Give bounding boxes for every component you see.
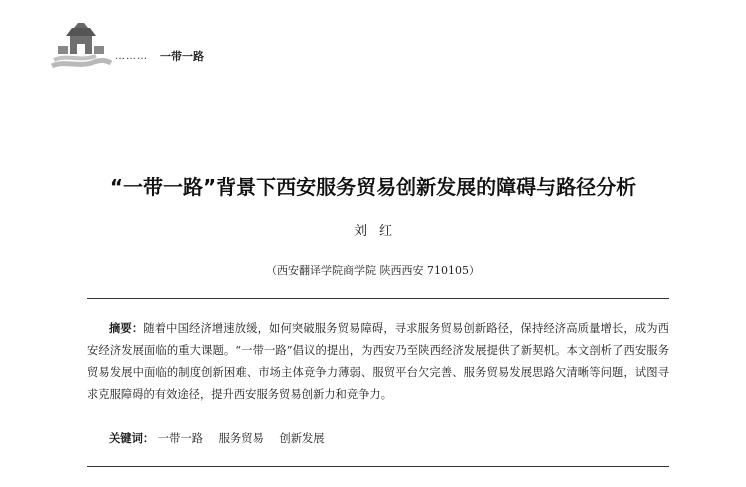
keyword-item: 创新发展 [279,432,325,445]
abstract [87,318,669,406]
keyword-item: 一带一路 [157,432,203,445]
keyword-item: 服务贸易 [218,432,264,445]
paper-title: “一带一路”背景下西安服务贸易创新发展的障碍与路径分析 [109,175,637,199]
bottom-divider [87,466,669,467]
header-dots: ……… [115,51,148,62]
keywords [109,428,669,450]
abstract-text: 随着中国经济增速放缓，如何突破服务贸易障碍，寻求服务贸易创新路径，保持经济高质量增长，成为西安经济发展面临的重大课题。“一带一路”倡议的提出，为西安乃至陕西经济发展提供了新契机。本文剖析了西安服务贸易发展中面临的制度创新困难、市场主体竞争力薄弱、服贸平台欠完善、服务贸易发展思路欠清晰等问题，试图寻求克服障碍的有效途径，提升西安服务贸易创新力和竞争力。 [87,322,669,401]
author-name: 刘红 [353,224,404,239]
section-tag: 一带一路 [160,50,204,63]
great-wall-logo-icon [50,22,112,70]
keywords-label: 关键词： [109,432,155,445]
abstract-label: 摘要： [109,322,144,335]
top-divider [87,298,669,299]
author-affiliation: （西安翻译学院商学院 陕西西安 710105） [266,264,480,277]
